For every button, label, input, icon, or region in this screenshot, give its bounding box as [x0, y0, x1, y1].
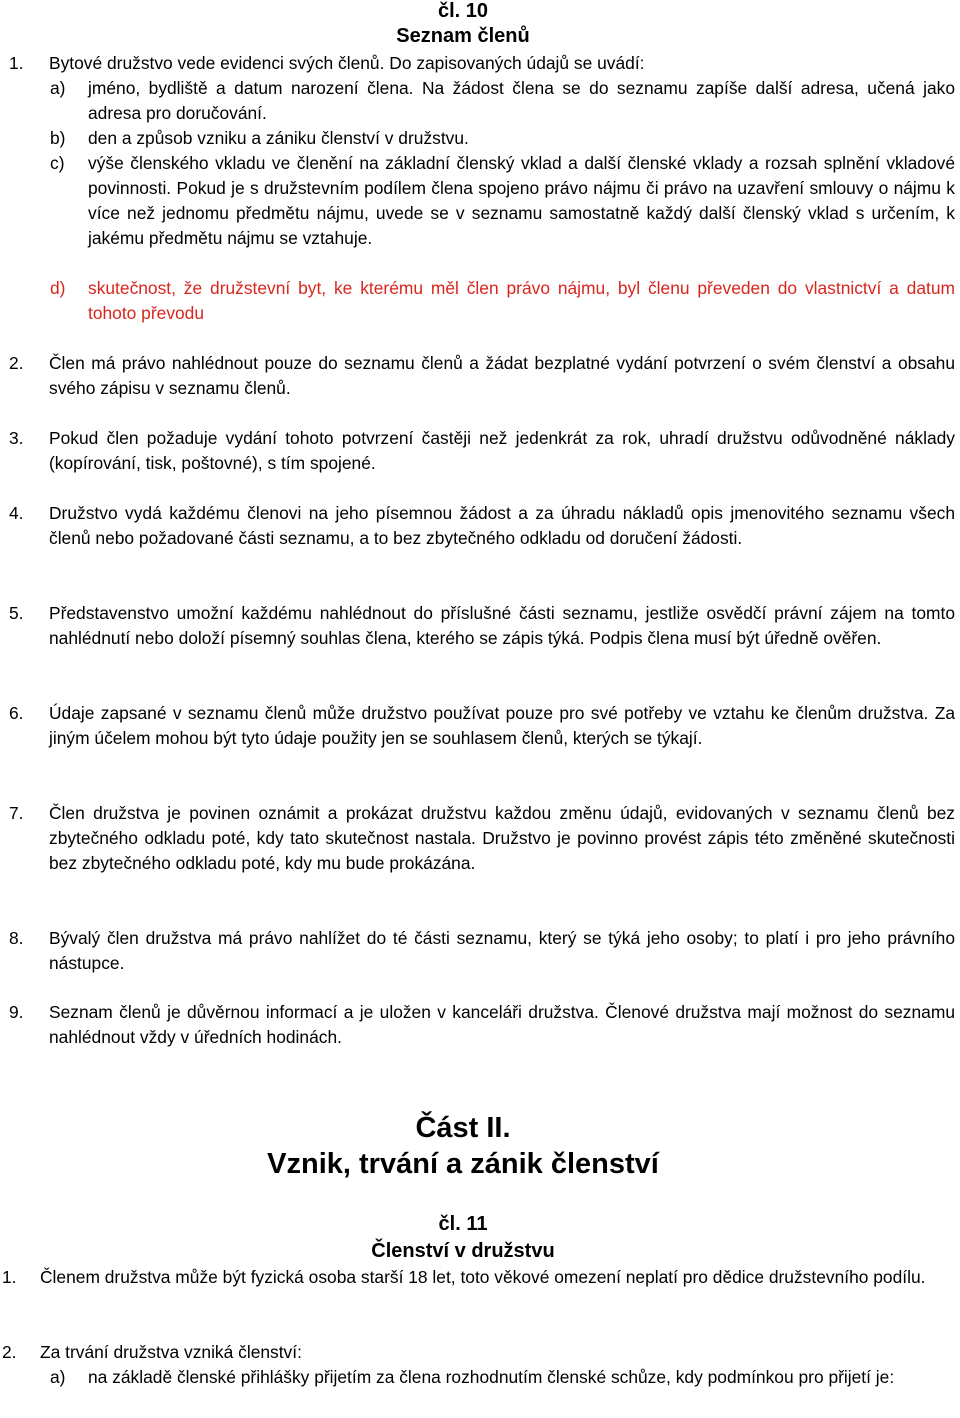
paragraph-number: 7. [9, 803, 24, 823]
subitem-text: výše členského vkladu ve členění na základní členský vklad a další členské vklady a rozsah splnění vkladové povinnosti. Pokud je s družstevním podílem člena spojeno právo nájmu či právo na uzavření smlouvy o nájmu k více než jednomu předmětu nájmu, uvede se v seznamu samostatně každý další členský vklad s určením, k jakému předmětu nájmu se vztahuje. [88, 153, 955, 248]
subitem-b [50, 126, 955, 151]
subitem-text: na základě členské přihlášky přijetím za člena rozhodnutím členské schůze, kdy podmínkou pro přijetí je: [88, 1367, 895, 1387]
paragraph-text: Pokud člen požaduje vydání tohoto potvrzení častěji než jedenkrát za rok, uhradí družstvu odůvodněné náklady (kopírování, tisk, poštovné), s tím spojené. [49, 428, 955, 473]
subitem-label: a) [50, 1367, 66, 1387]
article-title: Členství v družstvu [371, 1240, 555, 1262]
paragraph-text: Družstvo vydá každému členovi na jeho písemnou žádost a za úhradu nákladů opis jmenovitého seznamu všech členů nebo požadované části seznamu, a to bez zbytečného odkladu od doručení žádosti. [49, 503, 955, 548]
paragraph-text: Člen družstva je povinen oznámit a prokázat družstvu každou změnu údajů, evidovaných v seznamu členů bez zbytečného odkladu poté, kdy tato skutečnost nastala. Družstvo je povinno provést zápis této změněné skutečnosti bez zbytečného odkladu poté, kdy mu bude prokázána. [49, 803, 955, 873]
paragraph-3 [9, 426, 955, 476]
paragraph-number: 5. [9, 603, 24, 623]
subitem-d [50, 276, 955, 326]
subitem-label: d) [50, 278, 66, 298]
paragraph-1 [9, 51, 955, 76]
subitem-label: b) [50, 128, 66, 148]
paragraph-1 [2, 1265, 955, 1290]
paragraph-text: Seznam členů je důvěrnou informací a je uložen v kanceláři družstva. Členové družstva mají možnost do seznamu nahlédnout vždy v úředních hodinách. [49, 1002, 955, 1047]
paragraph-text: Člen má právo nahlédnout pouze do seznamu členů a žádat bezplatné vydání potvrzení o svém členství a obsahu svého zápisu v seznamu členů. [49, 353, 955, 398]
paragraph-8 [9, 926, 955, 976]
paragraph-6 [9, 701, 955, 751]
article-heading: čl. 11 [438, 1213, 488, 1235]
paragraph-number: 2. [9, 353, 24, 373]
paragraph-text: Údaje zapsané v seznamu členů může družstvo používat pouze pro své potřeby ve vztahu ke členům družstva. Za jiným účelem mohou být tyto údaje použity jen se souhlasem členů, kterých se týkají. [49, 703, 955, 748]
paragraph-2 [9, 351, 955, 401]
paragraph-9 [9, 1000, 955, 1050]
subitem-c [50, 151, 955, 251]
paragraph-number: 1. [2, 1267, 17, 1287]
paragraph-number: 9. [9, 1002, 24, 1022]
paragraph-7 [9, 801, 955, 876]
subitem-text: skutečnost, že družstevní byt, ke kterému měl člen právo nájmu, byl členu převeden do vlastnictví a datum tohoto převodu [88, 278, 955, 323]
subitem-label: c) [50, 153, 65, 173]
paragraph-4 [9, 501, 955, 551]
paragraph-number: 3. [9, 428, 24, 448]
paragraph-number: 2. [2, 1342, 17, 1362]
paragraph-number: 4. [9, 503, 24, 523]
subitem-text: jméno, bydliště a datum narození člena. Na žádost člena se do seznamu zapíše další adresa, učená jako adresa pro doručování. [88, 78, 955, 123]
subitem-text: den a způsob vzniku a zániku členství v družstvu. [88, 128, 469, 148]
subitem-label: a) [50, 78, 66, 98]
paragraph-text: Za trvání družstva vzniká členství: [40, 1342, 302, 1362]
paragraph-text: Členem družstva může být fyzická osoba starší 18 let, toto věkové omezení neplatí pro dědice družstevního podílu. [40, 1267, 926, 1287]
article-title: Seznam členů [396, 25, 530, 47]
subitem-a [50, 1365, 955, 1390]
part-title: Část II. [415, 1112, 511, 1144]
paragraph-number: 8. [9, 928, 24, 948]
paragraph-2 [2, 1340, 955, 1365]
paragraph-text: Bytové družstvo vede evidenci svých členů. Do zapisovaných údajů se uvádí: [49, 53, 645, 73]
subitem-a [50, 76, 955, 126]
paragraph-number: 6. [9, 703, 24, 723]
part-subtitle: Vznik, trvání a zánik členství [267, 1148, 659, 1180]
paragraph-5 [9, 601, 955, 651]
article-heading: čl. 10 [437, 0, 489, 22]
paragraph-number: 1. [9, 53, 24, 73]
paragraph-text: Bývalý člen družstva má právo nahlížet do té části seznamu, který se týká jeho osoby; to platí i pro jeho právního nástupce. [49, 928, 955, 973]
paragraph-text: Představenstvo umožní každému nahlédnout do příslušné části seznamu, jestliže osvědčí právní zájem na tomto nahlédnutí nebo doloží písemný souhlas člena, kterého se zápis týká. Podpis člena musí být úředně ověřen. [49, 603, 955, 648]
